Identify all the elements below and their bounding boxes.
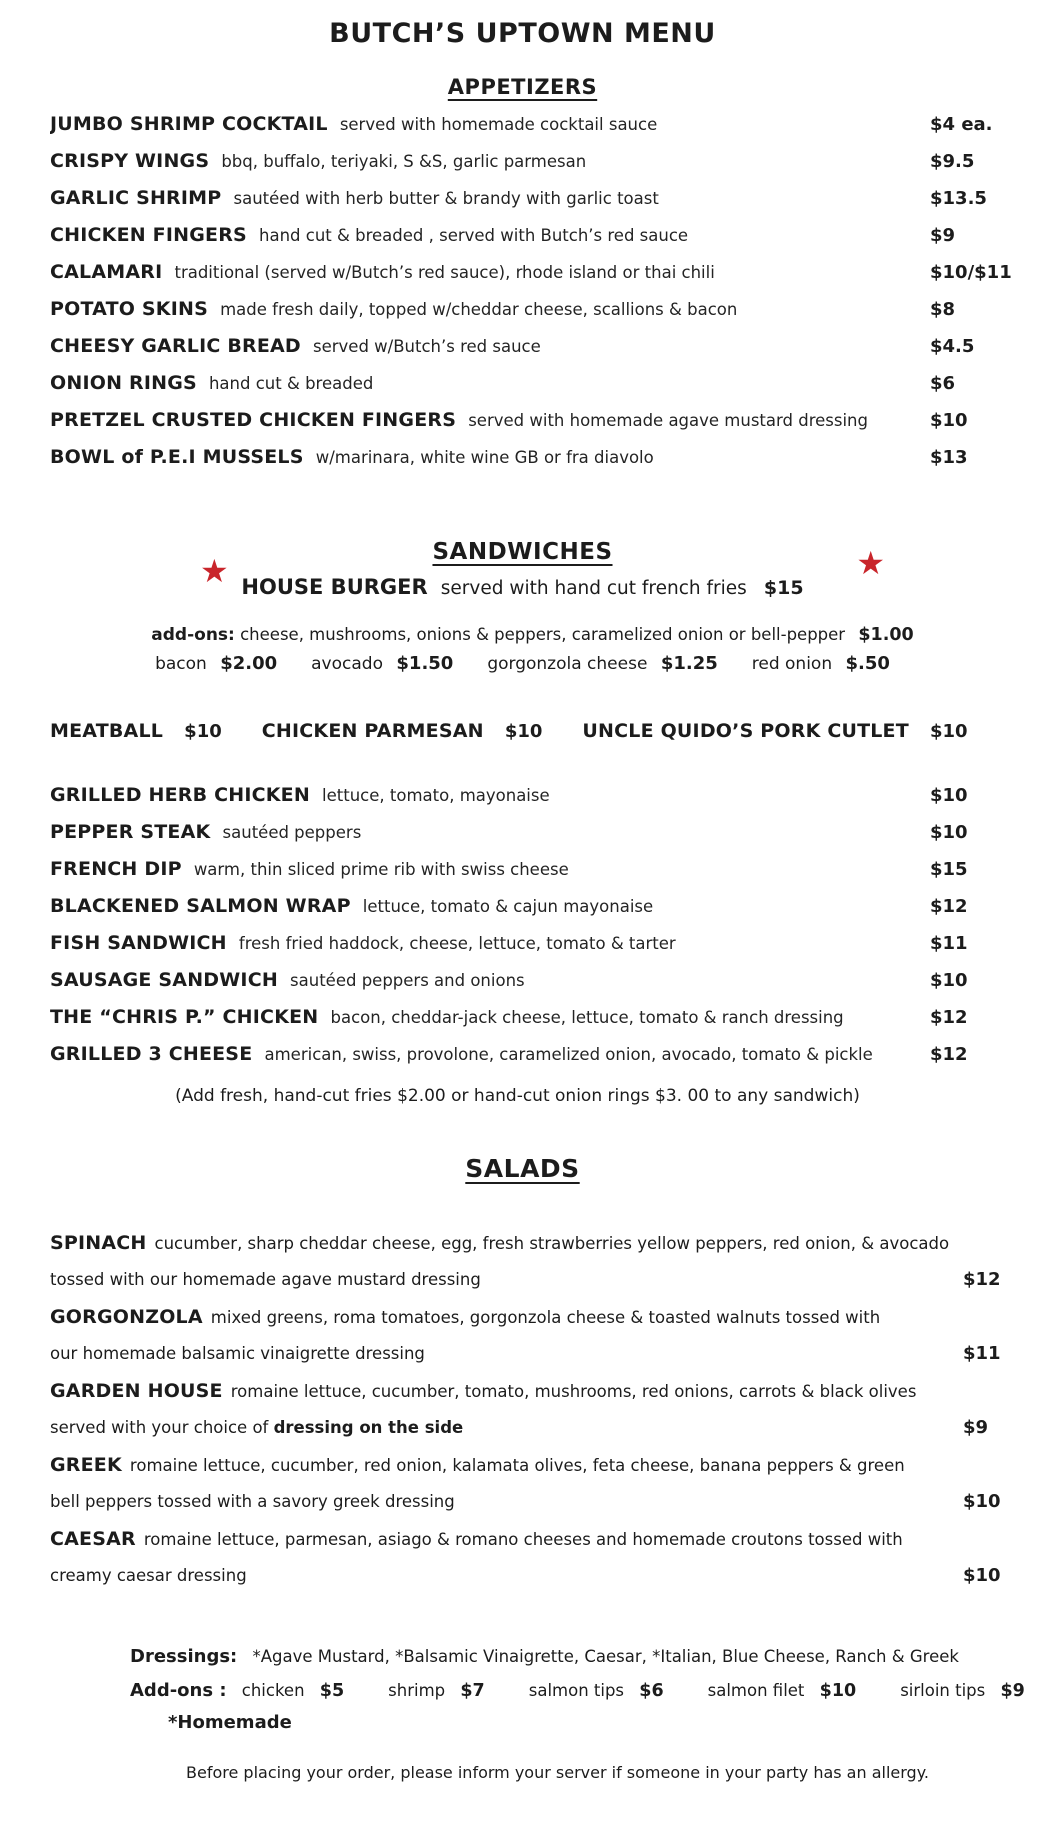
appetizers-section	[50, 75, 1025, 483]
menu-item-price: $12	[930, 1007, 968, 1028]
menu-item-price: $13	[930, 447, 968, 468]
salad-item-name: CAESAR	[50, 1528, 136, 1550]
menu-item-text	[50, 113, 930, 135]
menu-item-name: ONION RINGS	[50, 372, 197, 394]
footer-addon-item	[242, 1674, 344, 1708]
burger-addon-item	[487, 653, 717, 674]
burger-addons-line2	[50, 653, 995, 674]
salad-item-line1	[50, 1373, 1025, 1410]
menu-item-price: $8	[930, 299, 956, 320]
house-burger-price: $15	[763, 577, 804, 599]
menu-item-row	[50, 784, 1025, 821]
menu-item-row	[50, 261, 1025, 298]
salad-item-description: romaine lettuce, cucumber, red onion, kalamata olives, feta cheese, banana peppers & green	[129, 1456, 905, 1475]
menu-item-text	[50, 1006, 930, 1028]
burger-addon-name: avocado	[311, 654, 383, 674]
star-icon: ★	[200, 552, 229, 590]
menu-item-text	[50, 224, 930, 246]
menu-item-text	[50, 446, 930, 468]
counter-sandwich-price: $10	[930, 721, 968, 742]
menu-item-row	[50, 372, 1025, 409]
appetizers-heading: APPETIZERS	[447, 75, 598, 99]
menu-item-name: GARLIC SHRIMP	[50, 187, 222, 209]
salads-heading: SALADS	[465, 1154, 580, 1183]
burger-addons-price: $1.00	[858, 625, 914, 645]
menu-footer	[50, 1640, 1025, 1782]
menu-item-row	[50, 969, 1025, 1006]
salad-item-description-continued	[50, 1336, 963, 1372]
menu-item-text	[50, 932, 930, 954]
dressings-text: *Agave Mustard, *Balsamic Vinaigrette, Caesar, *Italian, Blue Cheese, Ranch & Greek	[252, 1647, 959, 1666]
menu-item-description: hand cut & breaded , served with Butch’s red sauce	[259, 226, 689, 245]
menu-item-row	[50, 932, 1025, 969]
menu-item-row	[50, 298, 1025, 335]
menu-item-price: $13.5	[930, 188, 987, 209]
menu-item-text	[50, 150, 930, 172]
menu-item-row	[50, 446, 1025, 483]
salad-item-line2	[50, 1336, 1025, 1372]
menu-item-description: served with homemade cocktail sauce	[339, 115, 658, 134]
counter-sandwich-name: CHICKEN PARMESAN	[261, 720, 484, 742]
menu-item-description: served w/Butch’s red sauce	[313, 337, 541, 356]
salad-item-price: $10	[963, 1565, 1001, 1586]
menu-item-description: hand cut & breaded	[208, 374, 374, 393]
counter-sandwich-name: UNCLE QUIDO’S PORK CUTLET	[582, 720, 909, 742]
footer-addon-item	[529, 1674, 664, 1708]
allergy-note: Before placing your order, please inform your server if someone in your party has an allergy.	[186, 1763, 929, 1782]
footer-addon-price: $5	[319, 1681, 345, 1701]
sandwiches-header	[50, 539, 1025, 599]
burger-addons-line1	[50, 625, 1015, 645]
salad-item-description-continued	[50, 1262, 963, 1298]
footer-addon-item	[708, 1674, 857, 1708]
sandwiches-note: (Add fresh, hand-cut fries $2.00 or hand-cut onion rings $3. 00 to any sandwich)	[175, 1086, 860, 1106]
salad-item-description-continued	[50, 1558, 963, 1594]
menu-item-description: lettuce, tomato & cajun mayonaise	[362, 897, 654, 916]
salad-line2-text: creamy caesar dressing	[50, 1566, 247, 1585]
menu-item-name: GRILLED 3 CHEESE	[50, 1043, 253, 1065]
menu-item-row	[50, 895, 1025, 932]
salad-item-price: $10	[963, 1491, 1001, 1512]
menu-item-text	[50, 895, 930, 917]
sandwiches-section	[50, 539, 1025, 1106]
menu-item-price: $4 ea.	[930, 114, 993, 135]
menu-item-name: POTATO SKINS	[50, 298, 208, 320]
menu-item-name: FISH SANDWICH	[50, 932, 227, 954]
footer-addon-item	[900, 1674, 1025, 1708]
menu-item-description: served with homemade agave mustard dressing	[468, 411, 868, 430]
menu-item-name: PRETZEL CRUSTED CHICKEN FINGERS	[50, 409, 457, 431]
footer-addon-price: $10	[819, 1681, 857, 1701]
footer-addon-price: $7	[460, 1681, 485, 1701]
menu-item-price: $4.5	[930, 336, 975, 357]
menu-item-price: $10	[930, 822, 968, 843]
menu-item-name: FRENCH DIP	[50, 858, 182, 880]
menu-item-row	[50, 113, 1025, 150]
footer-addons-line	[130, 1674, 1025, 1708]
salad-item-line1	[50, 1225, 1025, 1262]
menu-item-price: $12	[930, 896, 968, 917]
burger-addon-name: gorgonzola cheese	[487, 654, 648, 674]
menu-item-row	[50, 1006, 1025, 1043]
counter-sandwich-item	[262, 720, 543, 742]
sandwiches-list	[50, 784, 1025, 1080]
counter-sandwich-item	[50, 720, 222, 742]
footer-addons-list	[242, 1674, 1025, 1708]
menu-item-description: bacon, cheddar-jack cheese, lettuce, tomato & ranch dressing	[330, 1008, 844, 1027]
footer-addon-name: salmon tips	[528, 1681, 625, 1700]
salad-line2-text: our homemade balsamic vinaigrette dressing	[50, 1344, 425, 1363]
menu-item-text	[50, 821, 930, 843]
menu-item-row	[50, 858, 1025, 895]
footer-addon-name: shrimp	[388, 1681, 446, 1700]
counter-sandwich-item	[582, 720, 967, 742]
menu-item-description: sautéed peppers and onions	[290, 971, 525, 990]
menu-item-description: lettuce, tomato, mayonaise	[322, 786, 550, 805]
salad-item-line2	[50, 1410, 1025, 1446]
salad-item-name: GORGONZOLA	[50, 1306, 203, 1328]
salad-item-price: $9	[963, 1417, 989, 1438]
salad-item-row	[50, 1447, 1025, 1520]
salads-section	[50, 1154, 1025, 1594]
menu-item-text	[50, 372, 930, 394]
salad-item-line2	[50, 1484, 1025, 1520]
burger-addon-item	[155, 653, 277, 674]
menu-item-row	[50, 187, 1025, 224]
dressings-label: Dressings:	[130, 1646, 238, 1667]
menu-item-description: american, swiss, provolone, caramelized onion, avocado, tomato & pickle	[264, 1045, 873, 1064]
salad-item-price: $12	[963, 1269, 1001, 1290]
menu-item-name: JUMBO SHRIMP COCKTAIL	[50, 113, 328, 135]
salad-line2-text: served with your choice of	[50, 1418, 274, 1437]
salad-line2-text: bell peppers tossed with a savory greek dressing	[50, 1492, 455, 1511]
menu-item-description: sautéed peppers	[222, 823, 362, 842]
burger-addon-name: bacon	[155, 654, 207, 674]
footer-addon-price: $6	[639, 1681, 664, 1701]
counter-sandwich-price: $10	[504, 721, 543, 742]
salads-list	[50, 1225, 1025, 1594]
salad-item-row	[50, 1521, 1025, 1594]
menu-item-price: $15	[930, 859, 968, 880]
menu-item-name: BOWL of P.E.I MUSSELS	[50, 446, 304, 468]
salad-item-line2	[50, 1262, 1025, 1298]
menu-item-price: $9	[930, 225, 956, 246]
menu-item-price: $10/$11	[930, 262, 1012, 283]
menu-item-text	[50, 187, 930, 209]
salad-item-row	[50, 1373, 1025, 1446]
counter-sandwiches-row	[50, 720, 1025, 742]
menu-item-text	[50, 335, 930, 357]
menu-item-name: THE “CHRIS P.” CHICKEN	[50, 1006, 319, 1028]
menu-item-price: $9.5	[930, 151, 975, 172]
salad-item-row	[50, 1299, 1025, 1372]
footer-addon-price: $9	[1000, 1681, 1025, 1701]
menu-item-price: $6	[930, 373, 956, 394]
salad-item-name: GARDEN HOUSE	[50, 1380, 223, 1402]
menu-item-name: SAUSAGE SANDWICH	[50, 969, 278, 991]
menu-item-description: bbq, buffalo, teriyaki, S &S, garlic parmesan	[221, 152, 587, 171]
burger-addon-price: $.50	[845, 653, 890, 674]
menu-item-name: CALAMARI	[50, 261, 163, 283]
homemade-note: *Homemade	[168, 1712, 292, 1733]
menu-item-row	[50, 821, 1025, 858]
salad-item-line1	[50, 1447, 1025, 1484]
burger-addons-text: cheese, mushrooms, onions & peppers, caramelized onion or bell-pepper	[240, 625, 846, 644]
menu-item-description: w/marinara, white wine GB or fra diavolo	[315, 448, 654, 467]
house-burger-line	[50, 575, 995, 599]
sandwiches-heading: SANDWICHES	[432, 539, 613, 565]
salad-item-description: mixed greens, roma tomatoes, gorgonzola cheese & toasted walnuts tossed with	[210, 1308, 881, 1327]
salad-item-description: romaine lettuce, cucumber, tomato, mushrooms, red onions, carrots & black olives	[230, 1382, 917, 1401]
salad-item-line2	[50, 1558, 1025, 1594]
menu-item-row	[50, 409, 1025, 446]
footer-addons-label: Add-ons :	[130, 1680, 227, 1701]
menu-item-row	[50, 335, 1025, 372]
dressings-line	[130, 1640, 1025, 1674]
footer-addon-name: chicken	[241, 1681, 305, 1700]
menu-item-price: $11	[930, 933, 968, 954]
burger-addon-price: $1.50	[396, 653, 454, 674]
menu-item-description: made fresh daily, topped w/cheddar cheese, scallions & bacon	[220, 300, 738, 319]
footer-addon-name: sirloin tips	[900, 1681, 986, 1700]
burger-addon-price: $2.00	[220, 653, 278, 674]
menu-item-description: fresh fried haddock, cheese, lettuce, tomato & tarter	[238, 934, 676, 953]
salad-item-description-continued	[50, 1410, 963, 1446]
menu-item-text	[50, 858, 930, 880]
menu-item-name: CRISPY WINGS	[50, 150, 210, 172]
burger-addons-label: add-ons:	[151, 625, 235, 645]
house-burger-description: served with hand cut french fries	[440, 578, 747, 599]
menu-item-description: sautéed with herb butter & brandy with garlic toast	[233, 189, 659, 208]
menu-item-text	[50, 409, 930, 431]
menu-item-row	[50, 224, 1025, 261]
salad-item-price: $11	[963, 1343, 1001, 1364]
appetizers-list	[50, 113, 1025, 483]
footer-addon-item	[388, 1674, 485, 1708]
salad-item-name: SPINACH	[50, 1232, 147, 1254]
star-icon: ★	[856, 544, 885, 582]
burger-addon-item	[311, 653, 453, 674]
menu-item-price: $10	[930, 785, 968, 806]
burger-addon-price: $1.25	[660, 653, 718, 674]
menu-item-price: $12	[930, 1044, 968, 1065]
salad-item-description: cucumber, sharp cheddar cheese, egg, fresh strawberries yellow peppers, red onion, & avocado	[154, 1234, 950, 1253]
menu-item-row	[50, 1043, 1025, 1080]
menu-item-text	[50, 261, 930, 283]
menu-item-text	[50, 969, 930, 991]
menu-item-text	[50, 298, 930, 320]
footer-addon-name: salmon filet	[707, 1681, 805, 1700]
menu-item-row	[50, 150, 1025, 187]
salad-item-line1	[50, 1299, 1025, 1336]
salad-item-description: romaine lettuce, parmesan, asiago & romano cheeses and homemade croutons tossed with	[143, 1530, 903, 1549]
salad-line2-bold-text: dressing on the side	[273, 1418, 464, 1437]
salad-item-line1	[50, 1521, 1025, 1558]
burger-addon-name: red onion	[751, 654, 833, 674]
menu-item-description: traditional (served w/Butch’s red sauce), rhode island or thai chili	[174, 263, 715, 282]
counter-sandwich-name: MEATBALL	[50, 720, 164, 742]
burger-addon-item	[752, 653, 890, 674]
house-burger-name: HOUSE BURGER	[241, 575, 428, 599]
menu-item-text	[50, 1043, 930, 1065]
page-title: BUTCH’S UPTOWN MENU	[329, 18, 716, 49]
counter-sandwich-price: $10	[184, 721, 222, 742]
salad-item-name: GREEK	[50, 1454, 122, 1476]
menu-item-name: CHICKEN FINGERS	[50, 224, 247, 246]
menu-item-name: BLACKENED SALMON WRAP	[50, 895, 351, 917]
menu-item-text	[50, 784, 930, 806]
menu-item-price: $10	[930, 970, 968, 991]
menu-item-name: GRILLED HERB CHICKEN	[50, 784, 310, 806]
salad-item-row	[50, 1225, 1025, 1298]
salad-line2-text: tossed with our homemade agave mustard dressing	[50, 1270, 481, 1289]
menu-item-price: $10	[930, 410, 968, 431]
menu-item-description: warm, thin sliced prime rib with swiss cheese	[193, 860, 569, 879]
menu-item-name: PEPPER STEAK	[50, 821, 211, 843]
menu-item-name: CHEESY GARLIC BREAD	[50, 335, 301, 357]
salad-item-description-continued	[50, 1484, 963, 1520]
